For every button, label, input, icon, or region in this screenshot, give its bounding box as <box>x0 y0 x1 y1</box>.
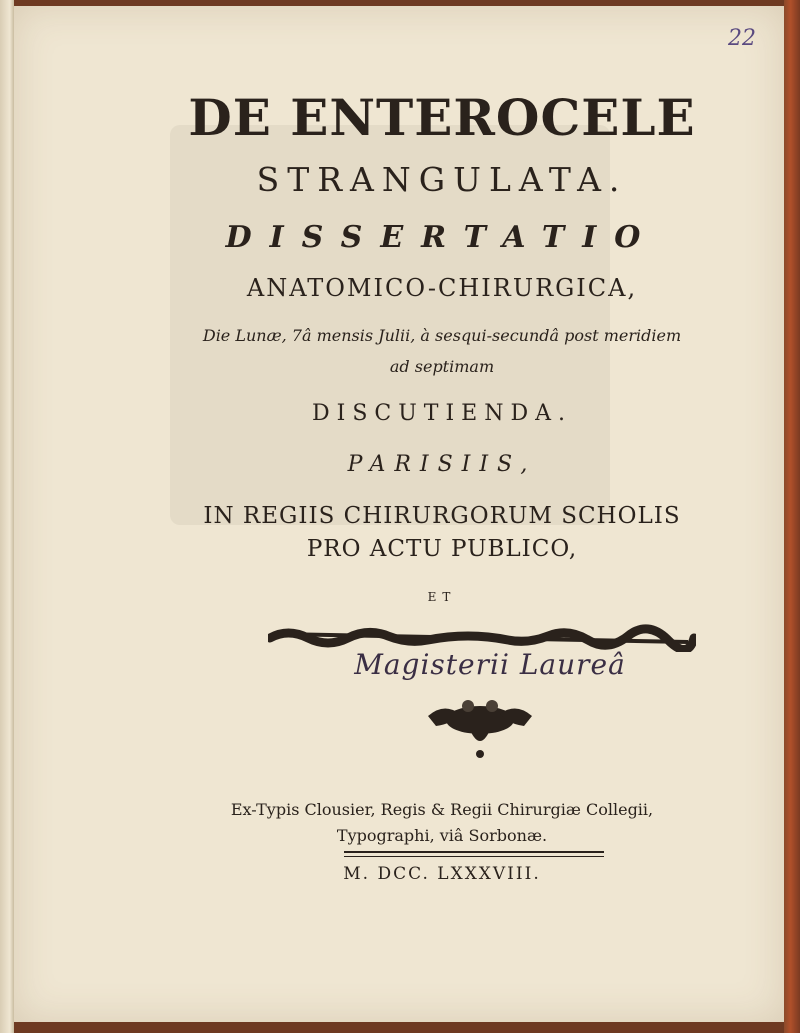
date-line: Die Lunæ, 7â mensis Julii, à sesqui-secundâ post meridiem <box>202 326 682 345</box>
title-line-2: STRANGULATA. <box>256 160 628 199</box>
title-line-1: DE ENTEROCELE <box>188 88 696 147</box>
title-line-3: DISSERTATIO <box>225 220 659 255</box>
city-line: PARISIIS, <box>347 452 537 477</box>
et-line: ET <box>427 590 457 604</box>
handwritten-annotation: Magisterii Laureâ <box>354 648 626 681</box>
discutienda-line: DISCUTIENDA. <box>312 401 572 426</box>
double-rule-top <box>344 851 604 853</box>
printer-ornament <box>424 694 536 760</box>
double-rule-bottom <box>344 856 604 857</box>
place-line-2: PRO ACTU PUBLICO, <box>306 536 578 562</box>
folio-number: 22 <box>728 26 756 51</box>
imprint-line-2: Typographi, viâ Sorbonæ. <box>336 826 548 845</box>
book-gutter <box>0 0 14 1033</box>
publication-year: M. DCC. LXXXVIII. <box>343 864 541 884</box>
imprint-line-1: Ex-Typis Clousier, Regis & Regii Chirurgiæ Collegii, <box>230 800 654 819</box>
place-line-1: IN REGIIS CHIRURGORUM SCHOLIS <box>203 503 681 529</box>
time-line: ad septimam <box>389 357 495 376</box>
title-line-4: ANATOMICO-CHIRURGICA, <box>246 274 638 302</box>
